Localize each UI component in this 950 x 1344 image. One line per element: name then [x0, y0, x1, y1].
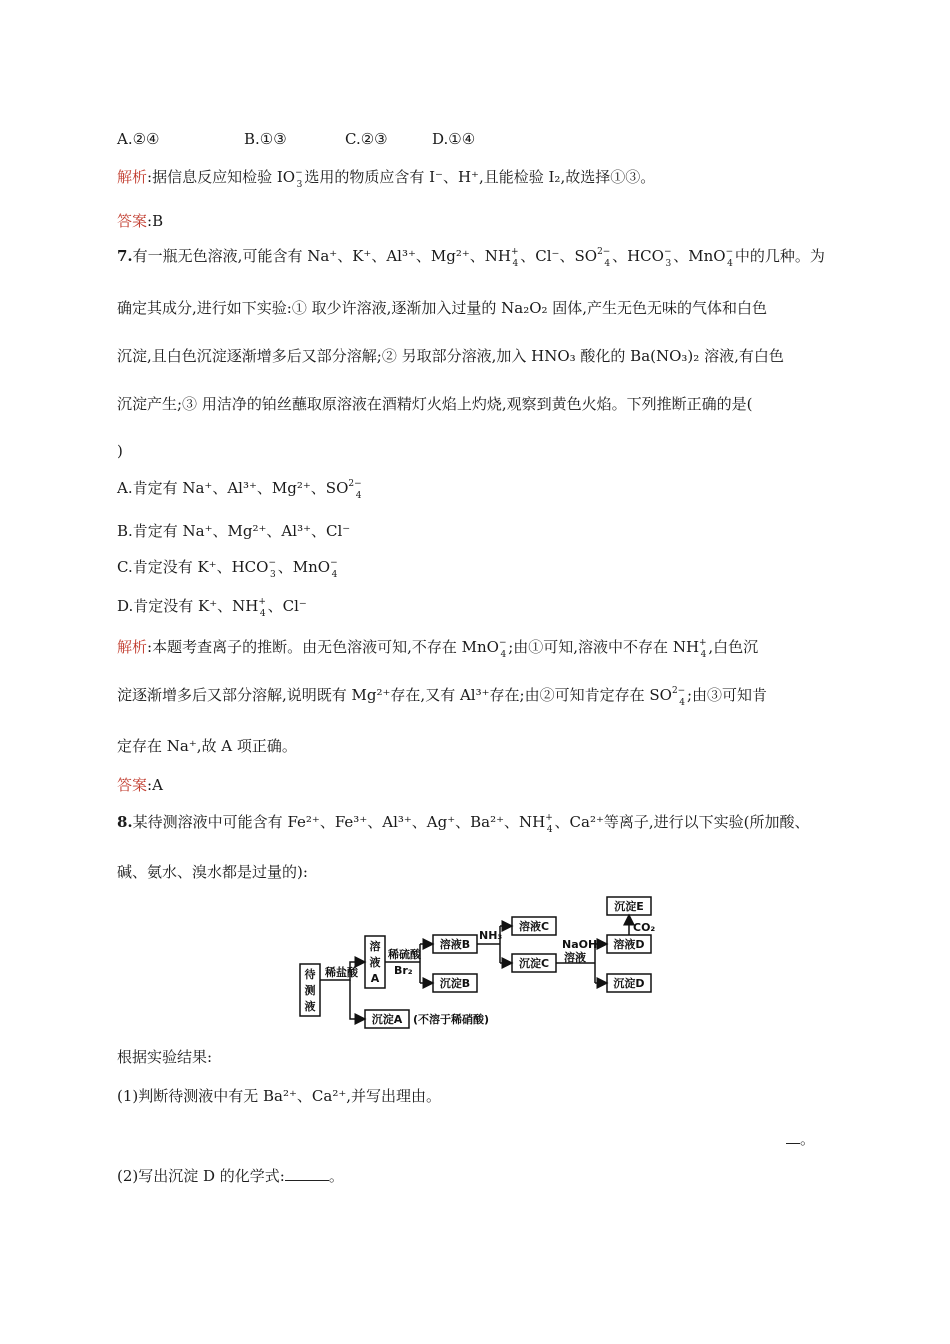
reagent-5: CO₂ [633, 921, 656, 934]
q7-analysis-line3: 定存在 Na⁺,故 A 项正确。 [117, 737, 297, 755]
q7-stem-line4: 沉淀产生;③ 用洁净的铂丝蘸取原溶液在酒精灯火焰上灼烧,观察到黄色火焰。下列推断正确的是( [117, 395, 753, 413]
reagent-4b: 溶液 [564, 951, 586, 964]
sol-a-char-1: 溶 [369, 940, 381, 953]
q7-option-a: A.肯定有 Na⁺、Al³⁺、Mg²⁺、$SO^{2-}_4$ [117, 479, 362, 501]
q7-analysis-line2: 淀逐渐增多后又部分溶解,说明既有 Mg²⁺存在,又有 Al³⁺存在;由②可知肯定存在 $SO^{2-}_4$ ;由③可知肯 [117, 686, 768, 708]
q8-stem-line2: 碱、氨水、溴水都是过量的): [117, 863, 308, 881]
start-char-3: 液 [304, 1000, 316, 1013]
q7-stem-line3: 沉淀,且白色沉淀逐渐增多后又部分溶解;② 另取部分溶液,加入 HNO₃ 酸化的 Ba(NO₃)₂ 溶液,有白色 [117, 347, 784, 365]
q7-stem-line2: 确定其成分,进行如下实验:① 取少许溶液,逐渐加入过量的 Na₂O₂ 固体,产生无色无味的气体和白色 [117, 299, 768, 317]
q8-results-label: 根据实验结果: [117, 1048, 213, 1066]
q6-answer: 答案:B [117, 212, 164, 230]
q7-option-c: C.肯定没有 K⁺、$HCO^-_3$ 、MnO−$_4$ [117, 558, 338, 580]
q8-sub2: (2)写出沉淀 D 的化学式: 。 [117, 1167, 344, 1185]
q7-option-d: D.肯定没有 K⁺、$NH^+_4$ 、Cl⁻ [117, 597, 307, 619]
q7-stem-line5: ) [117, 442, 123, 460]
ppt-c-label: 沉淀C [518, 957, 550, 970]
reagent-2b: Br₂ [394, 964, 413, 977]
q7-stem-line1: 7.有一瓶无色溶液,可能含有 Na⁺、K⁺、Al³⁺、Mg²⁺、$NH^+_4$ 、Cl⁻、$SO^{2-}_4$ 、$HCO^-_3$ 、MnO−$_4$ 中的几种。为 [117, 247, 825, 269]
q8-stem-line1: 8.某待测溶液中可能含有 Fe²⁺、Fe³⁺、Al³⁺、Ag⁺、Ba²⁺、$NH^+_4$ 、Ca²⁺等离子,进行以下实验(所加酸、 [117, 813, 810, 835]
option-c: C.②③ [345, 130, 388, 148]
reagent-3: NH₃ [479, 929, 503, 942]
start-char-2: 测 [304, 984, 316, 997]
ppt-d-label: 沉淀D [613, 977, 645, 990]
flow-diagram [290, 888, 690, 1036]
option-d: D.①④ [432, 130, 476, 148]
q7-answer: 答案:A [117, 776, 163, 794]
ppt-a-label: 沉淀A [371, 1013, 403, 1026]
q7-analysis-line1: 解析:本题考查离子的推断。由无色溶液可知,不存在 MnO−$_4$ ;由①可知,溶液中不存在 $NH^+_4$ ,白色沉 [117, 638, 759, 660]
analysis-label: 解析 [117, 638, 148, 656]
reagent-1: 稀盐酸 [325, 966, 358, 979]
option-a: A.②④ [117, 130, 160, 148]
reagent-2a: 稀硫酸 [388, 948, 421, 961]
answer-label: 答案 [117, 776, 148, 794]
q8-sub2-blank[interactable] [285, 1168, 329, 1181]
question-number: 8. [117, 813, 133, 831]
q8-sub1: (1)判断待测液中有无 Ba²⁺、Ca²⁺,并写出理由。 [117, 1087, 442, 1105]
analysis-label: 解析 [117, 168, 148, 186]
option-b: B.①③ [244, 130, 287, 148]
sol-d-label: 溶液D [613, 938, 645, 951]
start-char-1: 待 [304, 968, 316, 981]
reagent-4a: NaOH [562, 938, 598, 951]
ppt-a-note: (不溶于稀硝酸) [413, 1013, 490, 1026]
q8-sub1-answer-line[interactable]: 。 [786, 1128, 815, 1150]
ppt-b-label: 沉淀B [439, 977, 471, 990]
q7-option-b: B.肯定有 Na⁺、Mg²⁺、Al³⁺、Cl⁻ [117, 522, 351, 540]
sol-a-char-2: 液 [369, 956, 381, 969]
answer-label: 答案 [117, 212, 148, 230]
question-number: 7. [117, 247, 133, 265]
sol-a-char-3: A [370, 972, 380, 985]
ppt-e-label: 沉淀E [614, 900, 644, 913]
sol-c-label: 溶液C [518, 920, 550, 933]
sol-b-label: 溶液B [439, 938, 471, 951]
q6-analysis: 解析:据信息反应知检验 $IO^-_3$ 选用的物质应含有 I⁻、H⁺,且能检验 I₂,故选择①③。 [117, 168, 656, 190]
